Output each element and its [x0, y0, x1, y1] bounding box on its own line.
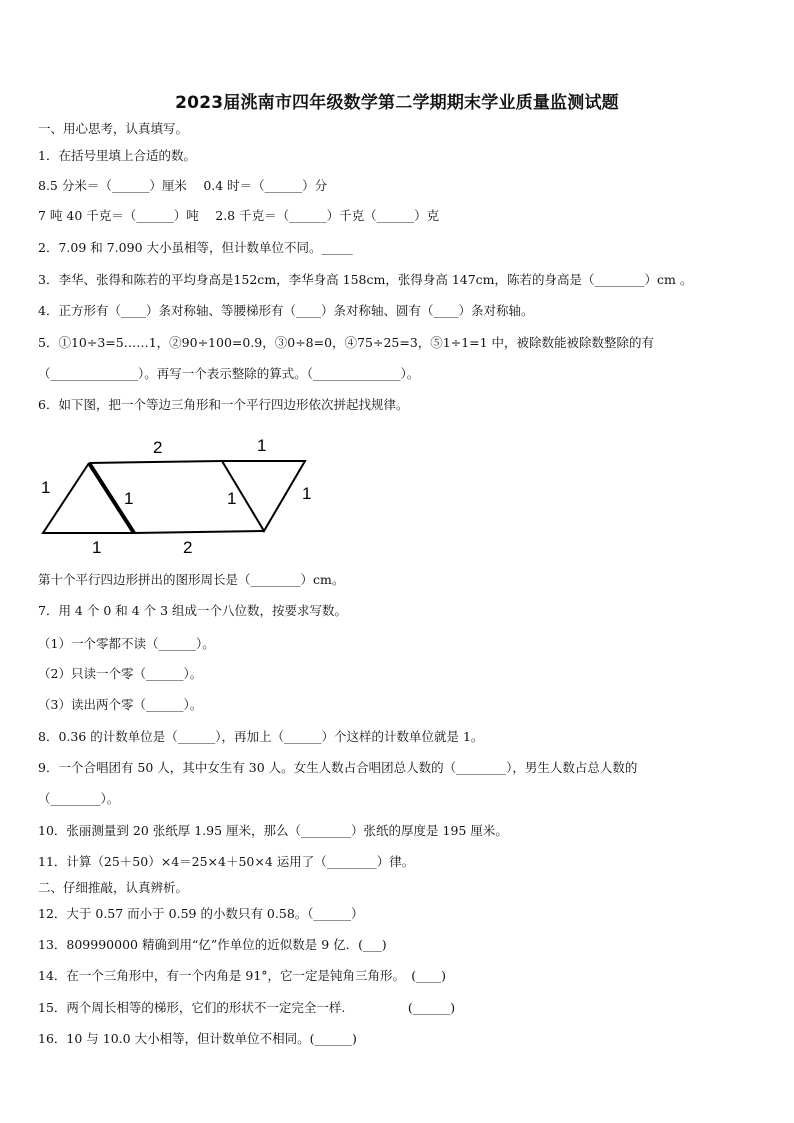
question-13: 13．809990000 精确到用“亿”作单位的近似数是 9 亿．(___)	[38, 937, 387, 952]
question-7-2: （2）只读一个零（______）。	[38, 666, 203, 681]
question-7-1: （1）一个零都不读（______）。	[38, 636, 215, 651]
question-7: 7．用 4 个 0 和 4 个 3 组成一个八位数，按要求写数。	[38, 603, 348, 618]
question-4: 4．正方形有（____）条对称轴、等腰梯形有（____）条对称轴、圆有（____）条对称轴。	[38, 303, 534, 318]
figure-svg	[36, 430, 336, 560]
label-mid-left: 1	[124, 489, 134, 508]
section-heading-1: 一、用心思考，认真填写。	[38, 121, 189, 136]
question-9: 9．一个合唱团有 50 人，其中女生有 30 人。女生人数占合唱团总人数的（________），男生人数占总人数的	[38, 760, 638, 775]
label-bottom-left: 1	[92, 538, 102, 557]
question-11: 11．计算（25＋50）×4＝25×4＋50×4 运用了（________）律。	[38, 854, 415, 869]
label-mid-right: 1	[227, 489, 237, 508]
page-title: 2023届洮南市四年级数学第二学期期末学业质量监测试题	[175, 93, 619, 113]
triangle-parallelogram-figure	[36, 430, 336, 560]
question-1: 1．在括号里填上合适的数。	[38, 148, 196, 163]
question-2: 2．7.09 和 7.090 大小虽相等，但计数单位不同。_____	[38, 240, 353, 255]
question-6: 6．如下图，把一个等边三角形和一个平行四边形依次拼起找规律。	[38, 397, 409, 412]
question-6-part-b: 第十个平行四边形拼出的图形周长是（________）cm。	[38, 572, 345, 587]
parallelogram-bottom-edge	[134, 531, 264, 533]
question-12: 12．大于 0.57 而小于 0.59 的小数只有 0.58。（______）	[38, 906, 364, 921]
label-right: 1	[302, 484, 312, 503]
label-top-left: 2	[153, 438, 163, 457]
question-8: 8．0.36 的计数单位是（______），再加上（______）个这样的计数单位就是 1。	[38, 729, 484, 744]
parallelogram-top-edge	[89, 461, 222, 463]
label-bottom-right: 2	[183, 538, 193, 557]
question-15: 15．两个周长相等的梯形，它们的形状不一定完全一样. (______)	[38, 1000, 456, 1015]
section-heading-2: 二、仔细推敲，认真辨析。	[38, 880, 189, 895]
question-1-part-a: 8.5 分米＝（______）厘米 0.4 时＝（______）分	[38, 178, 328, 193]
question-9-part-b: （________）。	[38, 791, 120, 806]
question-1-part-b: 7 吨 40 千克＝（______）吨 2.8 千克＝（______）千克（______）克	[38, 208, 440, 223]
question-5: 5．①10÷3=5……1，②90÷100=0.9，③0÷8=0，④75÷25=3，⑤1÷1=1 中，被除数能被除数整除的有	[38, 335, 655, 350]
triangle-left-edges	[43, 463, 134, 533]
question-16: 16．10 与 10.0 大小相等，但计数单位不相同。(______)	[38, 1031, 357, 1046]
question-14: 14．在一个三角形中，有一个内角是 91°，它一定是钝角三角形。 (____)	[38, 968, 447, 983]
question-10: 10．张丽测量到 20 张纸厚 1.95 厘米，那么（________）张纸的厚度是 195 厘米。	[38, 823, 508, 838]
question-5-part-b: （______________）。再写一个表示整除的算式。（______________）。	[38, 366, 420, 381]
question-7-3: （3）读出两个零（______）。	[38, 697, 203, 712]
label-left: 1	[41, 478, 51, 497]
question-3: 3．李华、张得和陈若的平均身高是152cm，李华身高 158cm，张得身高 147cm，陈若的身高是（________）cm 。	[38, 272, 693, 287]
label-top-right: 1	[257, 436, 267, 455]
